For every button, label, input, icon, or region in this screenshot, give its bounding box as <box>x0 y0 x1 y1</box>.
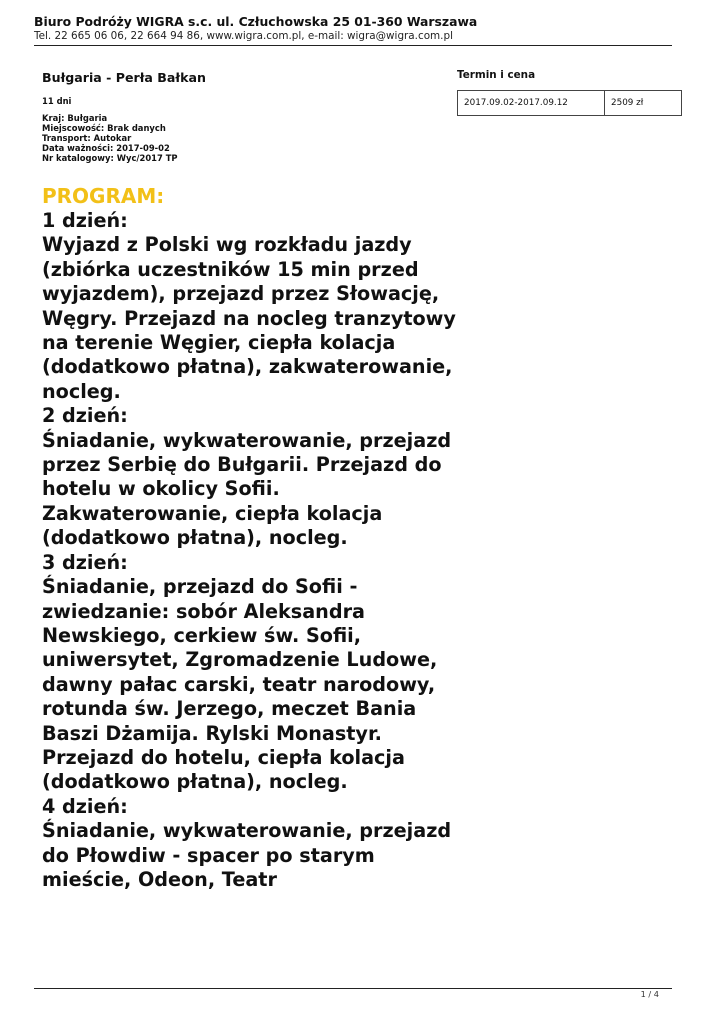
day-1-description: Wyjazd z Polski wg rozkładu jazdy (zbiórka uczestników 15 min przed wyjazdem), przejazd przez Słowację, Węgry. Przejazd na nocleg tranzytowy na terenie Węgier, ciepła kolacja (dodatkowo płatna), zakwaterowanie, nocleg. <box>42 233 456 403</box>
day-1-label: 1 dzień: <box>42 209 128 232</box>
day-3-label: 3 dzień: <box>42 550 128 574</box>
detail-country: Kraj: Bułgaria <box>42 113 108 123</box>
detail-transport: Transport: Autokar <box>42 133 132 143</box>
footer-divider <box>34 988 672 989</box>
day-2-label: 2 dzień: <box>42 404 128 428</box>
day-4-label: 4 dzień: <box>42 794 128 818</box>
price-table <box>457 90 682 116</box>
detail-location: Miejscowość: Brak danych <box>42 123 166 133</box>
term-price: 2509 zł <box>605 91 682 116</box>
page-header <box>34 14 674 43</box>
company-name-address: Biuro Podróży WIGRA s.c. ul. Człuchowska 25 01-360 Warszawa <box>34 14 478 29</box>
detail-catalog-number: Nr katalogowy: Wyc/2017 TP <box>42 153 178 163</box>
trip-details <box>42 113 178 163</box>
header-divider <box>34 45 672 46</box>
day-3-description: Śniadanie, przejazd do Sofii - zwiedzanie: sobór Aleksandra Newskiego, cerkiew św. Sofii, uniwersytet, Zgromadzenie Ludowe, dawny pałac carski, teatr narodowy, rotunda św. Jerzego, meczet Bania Baszi Dżamija. Rylski Monastyr. Przejazd do hotelu, ciepła kolacja (dodatkowo płatna), nocleg. <box>42 575 438 794</box>
trip-duration: 11 dni <box>42 96 72 106</box>
program-section <box>42 184 462 892</box>
term-dates: 2017.09.02-2017.09.12 <box>458 91 605 116</box>
program-heading: PROGRAM: <box>42 184 165 208</box>
day-2-description: Śniadanie, wykwaterowanie, przejazd przez Serbię do Bułgarii. Przejazd do hotelu w okolicy Sofii. Zakwaterowanie, ciepła kolacja (dodatkowo płatna), nocleg. <box>42 428 452 550</box>
detail-valid-date: Data ważności: 2017-09-02 <box>42 143 170 153</box>
table-row <box>458 91 682 116</box>
day-4-description: Śniadanie, wykwaterowanie, przejazd do Płowdiw - spacer po starym mieście, Odeon, Teatr <box>42 819 452 891</box>
page-number: 1 / 4 <box>640 989 659 999</box>
trip-title: Bułgaria - Perła Bałkan <box>42 70 206 85</box>
company-contact: Tel. 22 665 06 06, 22 664 94 86, www.wigra.com.pl, e-mail: wigra@wigra.com.pl <box>34 30 453 42</box>
price-section-title: Termin i cena <box>457 69 536 81</box>
